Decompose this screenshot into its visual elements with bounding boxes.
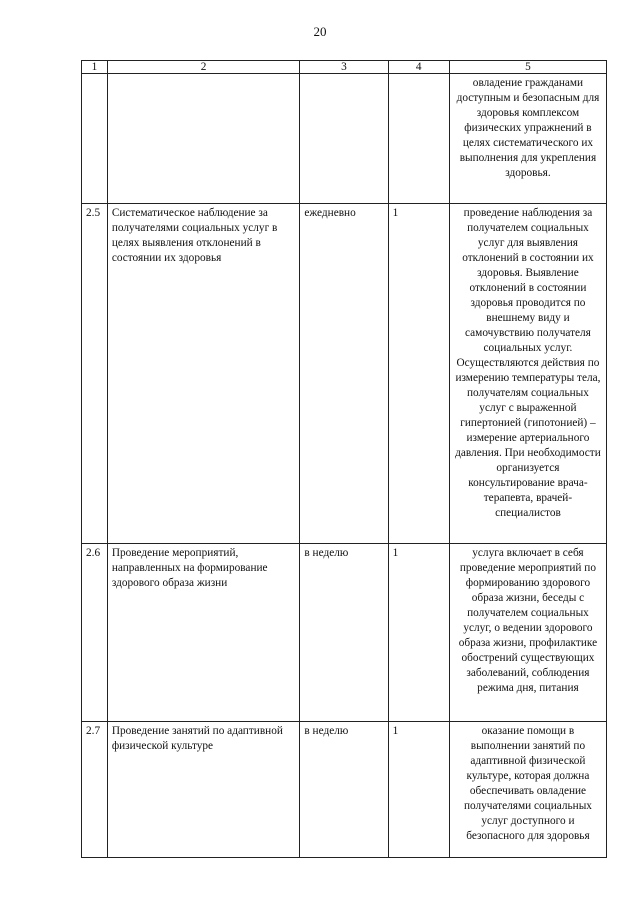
- table-row: [82, 74, 607, 204]
- service-count: 1: [388, 204, 449, 544]
- table-row: [82, 204, 607, 544]
- service-description: проведение наблюдения за получателем социальных услуг для выявления отклонений в состоянии их здоровья. Выявление отклонений в состоянии здоровья проводится по внешнему виду и самочувствию получателя социальных услуг. Осуществляются действия по измерению температуры тела, получателям социальных услуг с выраженной гипертонией (гипотонией) – измерение артериального давления. При необходимости организуется консультирование врача-терапевта, врачей-специалистов: [449, 204, 606, 544]
- page-number: 20: [313, 24, 327, 39]
- service-description: овладение гражданами доступным и безопасным для здоровья комплексом физических упражнений в целях систематического их выполнения для укрепления здоровья.: [449, 74, 606, 204]
- row-number: 2.7: [82, 722, 108, 858]
- service-name: Проведение мероприятий, направленных на формирование здорового образа жизни: [107, 544, 300, 722]
- row-number: 2.5: [82, 204, 108, 544]
- service-description: услуга включает в себя проведение мероприятий по формированию здорового образа жизни, беседы с получателем социальных услуг, о ведении здорового образа жизни, профилактике обострений существующих заболеваний, соблюдения режима дня, питания: [449, 544, 606, 722]
- service-frequency: в неделю: [300, 722, 388, 858]
- service-name: [107, 74, 300, 204]
- header-col-3: 3: [300, 61, 388, 74]
- table-row: [82, 722, 607, 858]
- service-frequency: в неделю: [300, 544, 388, 722]
- table-row: [82, 544, 607, 722]
- service-frequency: [300, 74, 388, 204]
- service-count: [388, 74, 449, 204]
- header-col-5: 5: [449, 61, 606, 74]
- service-description: оказание помощи в выполнении занятий по адаптивной физической культуре, которая должна обеспечивать овладение получателями социальных услуг доступного и безопасного для здоровья: [449, 722, 606, 858]
- services-table: [81, 60, 607, 858]
- header-col-1: 1: [82, 61, 108, 74]
- row-number: [82, 74, 108, 204]
- table-header-row: [82, 61, 607, 74]
- service-count: 1: [388, 722, 449, 858]
- service-count: 1: [388, 544, 449, 722]
- service-name: Проведение занятий по адаптивной физической культуре: [107, 722, 300, 858]
- service-name: Систематическое наблюдение за получателями социальных услуг в целях выявления отклонений в состоянии их здоровья: [107, 204, 300, 544]
- service-frequency: ежедневно: [300, 204, 388, 544]
- row-number: 2.6: [82, 544, 108, 722]
- header-col-4: 4: [388, 61, 449, 74]
- header-col-2: 2: [107, 61, 300, 74]
